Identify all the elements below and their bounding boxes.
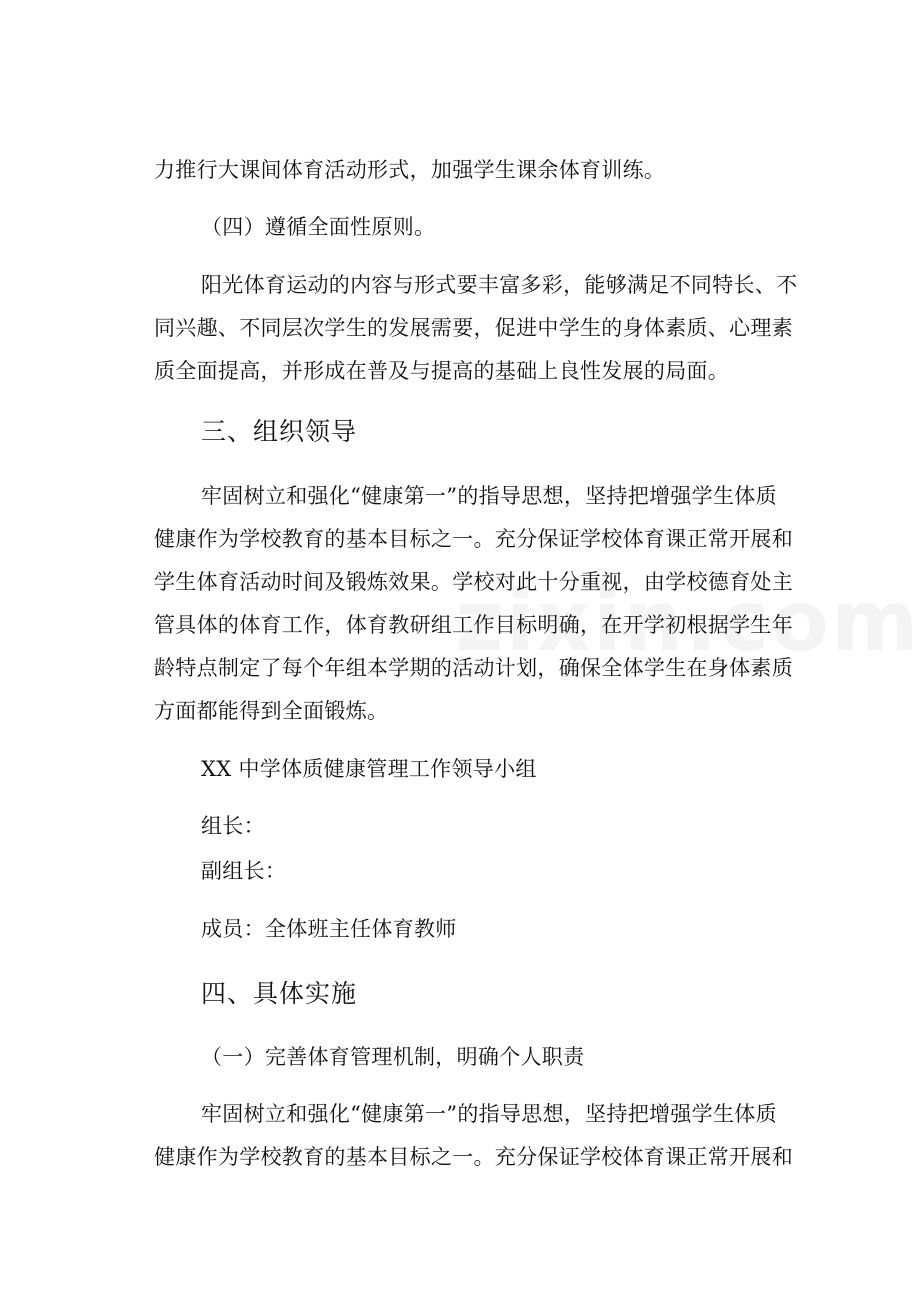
paragraph-line: 阳光体育运动的内容与形式要丰富多彩，能够满足不同特长、不 [201, 273, 798, 297]
paragraph-line: 同兴趣、不同层次学生的发展需要，促进中学生的身体素质、心理素 [154, 316, 793, 340]
paragraph-line: 牢固树立和强化“健康第一”的指导思想，坚持把增强学生体质 [201, 1102, 777, 1126]
section-heading: 四、具体实施 [201, 979, 358, 1008]
paragraph-line: 健康作为学校教育的基本目标之一。充分保证学校体育课正常开展和 [154, 527, 793, 551]
paragraph-line: 管具体的体育工作，体育教研组工作目标明确，在开学初根据学生年 [154, 613, 793, 637]
group-member-line: 组长： [201, 814, 265, 838]
group-title: XX 中学体质健康管理工作领导小组 [201, 757, 537, 781]
paragraph-line: 力推行大课间体育活动形式，加强学生课余体育训练。 [154, 158, 666, 182]
paragraph-line: 龄特点制定了每个年组本学期的活动计划，确保全体学生在身体素质 [154, 656, 793, 680]
group-member-line: 成员：全体班主任体育教师 [201, 917, 457, 941]
section-heading: 三、组织领导 [201, 417, 358, 446]
paragraph-line: 方面都能得到全面锻炼。 [154, 699, 389, 723]
paragraph-line: 学生体育活动时间及锻炼效果。学校对此十分重视，由学校德育处主 [154, 570, 793, 594]
paragraph-line: 质全面提高，并形成在普及与提高的基础上良性发展的局面。 [154, 359, 730, 383]
subsection-heading: （四）遵循全面性原则。 [201, 215, 436, 239]
group-member-line: 副组长： [201, 859, 287, 883]
paragraph-line: 牢固树立和强化“健康第一”的指导思想，坚持把增强学生体质 [201, 484, 777, 508]
paragraph-line: 健康作为学校教育的基本目标之一。充分保证学校体育课正常开展和 [154, 1145, 793, 1169]
subsection-heading: （一）完善体育管理机制，明确个人职责 [201, 1045, 585, 1069]
